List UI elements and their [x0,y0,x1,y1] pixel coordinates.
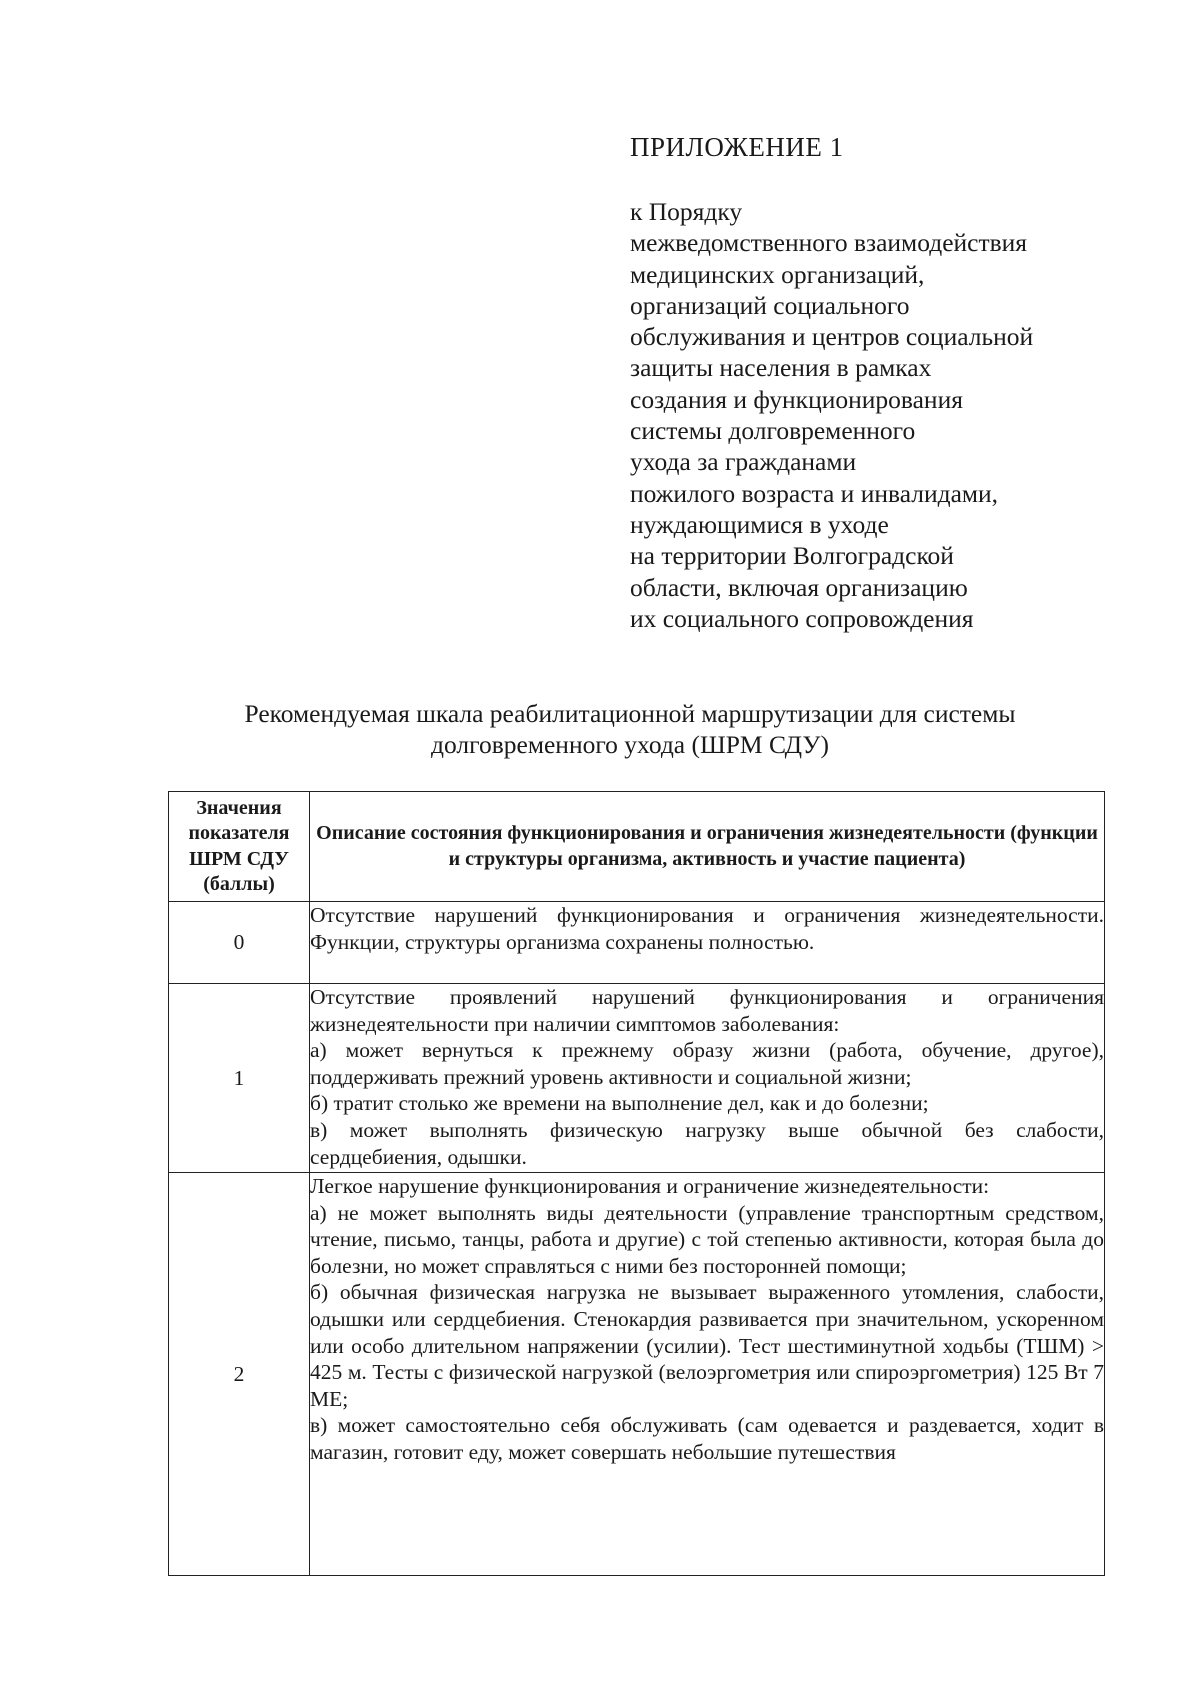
description-line: а) может вернуться к прежнему образу жизни (работа, обучение, другое), поддерживать прежний уровень активности и социальной жизни; [310,1038,1104,1089]
rehabilitation-scale-table [168,791,1105,1576]
score-cell: 0 [169,902,310,984]
description-line: Отсутствие проявлений нарушений функционирования и ограничения жизнедеятельности при наличии симптомов заболевания: [310,985,1104,1036]
appendix-line: медицинских организаций, [630,259,925,289]
appendix-line: межведомственного взаимодействия [630,228,1028,258]
description-cell [310,984,1105,1173]
appendix-line: на территории Волгоградской [630,541,954,571]
appendix-reference [630,196,1190,634]
description-line: б) тратит столько же времени на выполнение дел, как и до болезни; [310,1091,929,1116]
appendix-line: нуждающимися в уходе [630,509,889,539]
appendix-title: ПРИЛОЖЕНИЕ 1 [630,132,844,162]
description-line: б) обычная физическая нагрузка не вызывает выраженного утомления, слабости, одышки или сердцебиения. Стенокардия развивается при значительном, ускоренном или особо длительном напряжении (усилии). Тест шестиминутной ходьбы (ТШМ) > 425 м. Тесты с физической нагрузкой (велоэргометрия или спироэргометрия) 125 Вт 7 МЕ; [310,1280,1104,1411]
description-line: в) может выполнять физическую нагрузку выше обычной без слабости, сердцебиения, одышки. [310,1117,1104,1169]
heading-line: Рекомендуемая шкала реабилитационной маршрутизации для системы [244,699,1016,728]
heading-line: долговременного ухода (ШРМ СДУ) [431,730,829,759]
appendix-line: защиты населения в рамках [630,353,932,383]
table-row [169,1173,1105,1576]
table-row [169,902,1105,984]
column-header-description: Описание состояния функционирования и ограничения жизнедеятельности (функции и структуры организма, активность и участие пациента) [310,792,1105,902]
description-line: Легкое нарушение функционирования и ограничение жизнедеятельности: [310,1174,990,1198]
appendix-line: к Порядку [630,197,743,226]
appendix-line: системы долговременного [630,416,916,446]
description-line: а) не может выполнять виды деятельности (управление транспортным средством, чтение, письмо, танцы, работа и другие) с той степенью активности, которая была до болезни, но может справляться с ними без посторонней помощи; [310,1200,1104,1278]
description-cell [310,1173,1105,1576]
column-header-score: Значения показателя ШРМ СДУ (баллы) [169,792,310,902]
appendix-line: их социального сопровождения [630,603,974,633]
appendix-line: ухода за гражданами [630,447,857,477]
score-cell: 1 [169,984,310,1173]
appendix-line: области, включая организацию [630,572,968,602]
table-row [169,984,1105,1173]
description-cell: Отсутствие нарушений функционирования и ограничения жизнедеятельности. Функции, структуры организма сохранены полностью. [310,902,1105,984]
score-cell: 2 [169,1173,310,1576]
appendix-line: создания и функционирования [630,384,963,414]
appendix-line: пожилого возраста и инвалидами, [630,478,999,508]
appendix-line: обслуживания и центров социальной [630,322,1034,352]
appendix-line: организаций социального [630,290,910,320]
description-line: в) может самостоятельно себя обслуживать (сам одевается и раздевается, ходит в магазин, готовит еду, может совершать небольшие путешествия [310,1413,1104,1464]
document-heading [150,698,1110,760]
table-header-row [169,792,1105,902]
